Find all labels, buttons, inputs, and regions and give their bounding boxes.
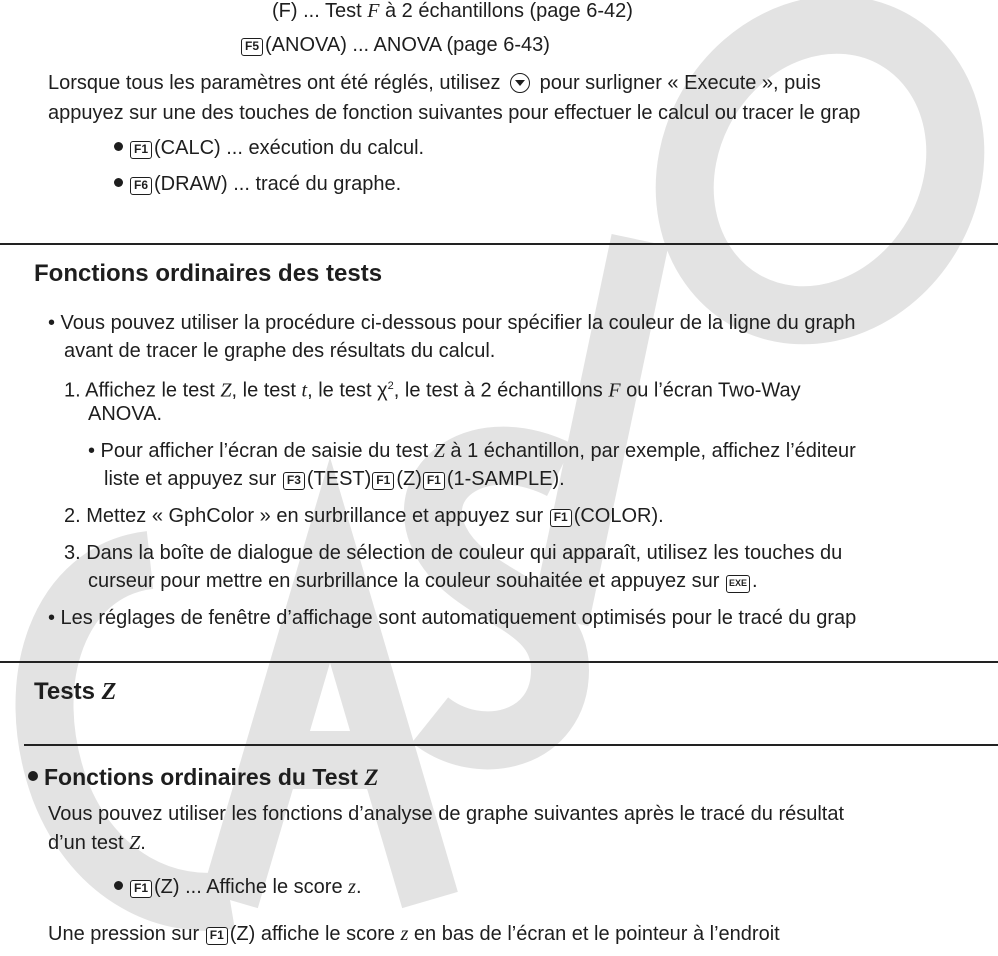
cursor-down-key-icon [510,73,530,93]
paragraph-line: • Les réglages de fenêtre d’affichage sont automatiquement optimisés pour le tracé du grap [48,607,857,629]
section-heading: Tests Z [34,678,117,705]
list-item: F1 (Z) ... Affiche le score z. [114,874,362,900]
list-item: F1 (CALC) ... exécution du calcul. [114,135,424,161]
section-heading: Fonctions ordinaires des tests [34,260,383,287]
list-item: F6 (DRAW) ... tracé du graphe. [114,171,401,197]
step-1: 1. Affichez le test Z, le test t, le test $\chi^2$, le test à 2 échantillons F ou l’écran Two-Way [64,379,801,402]
f1-key-icon: F1 [550,509,572,527]
paragraph-line: ANOVA. [88,403,163,425]
sub-bullet: • Pour afficher l’écran de saisie du test Z à 1 échantillon, par exemple, affichez l’éditeur [88,440,856,462]
bullet-icon [114,142,123,151]
exe-key-icon: EXE [726,575,750,593]
step-3-line: curseur pour mettre en surbrillance la couleur souhaitée et appuyez sur EXE . [88,570,758,592]
f6-key-icon: F6 [130,177,152,195]
f1-key-icon: F1 [372,472,394,490]
paragraph-line: Lorsque tous les paramètres ont été réglés, utilisez pour surligner « Execute », puis [48,72,821,94]
f1-key-icon: F1 [130,880,152,898]
f1-key-icon: F1 [206,927,228,945]
section-divider [0,243,998,245]
step-3: 3. Dans la boîte de dialogue de sélection de couleur qui apparaît, utilisez les touches du [64,542,843,564]
text-line: (F) ... Test F à 2 échantillons (page 6-42) [272,0,633,22]
paragraph-line: Vous pouvez utiliser les fonctions d’analyse de graphe suivantes après le tracé du résultat [48,803,845,825]
section-divider [0,661,998,663]
sub-bullet-line: liste et appuyez sur F3 (TEST) F1 (Z) F1 (1-SAMPLE). [104,468,565,490]
step-2: 2. Mettez « GphColor » en surbrillance et appuyez sur F1 (COLOR). [64,505,664,527]
bullet-icon [114,178,123,187]
text-line: F5 (ANOVA) ... ANOVA (page 6-43) [240,32,550,58]
bullet-icon [114,881,123,890]
section-divider [24,744,998,746]
paragraph-line: appuyez sur une des touches de fonction suivantes pour effectuer le calcul ou tracer le grap [48,102,861,124]
f3-key-icon: F3 [283,472,305,490]
f1-key-icon: F1 [130,141,152,159]
bullet-icon [28,771,38,781]
paragraph-line: d’un test Z. [48,832,146,854]
paragraph-line: avant de tracer le graphe des résultats du calcul. [64,340,496,362]
f1-key-icon: F1 [423,472,445,490]
paragraph-line: • Vous pouvez utiliser la procédure ci-dessous pour spécifier la couleur de la ligne du graph [48,312,856,334]
f5-key-icon: F5 [241,38,263,56]
paragraph-line: Une pression sur F1 (Z) affiche le score z en bas de l’écran et le pointeur à l’endroit [48,923,780,945]
sub-heading: Fonctions ordinaires du Test Z [28,762,378,793]
